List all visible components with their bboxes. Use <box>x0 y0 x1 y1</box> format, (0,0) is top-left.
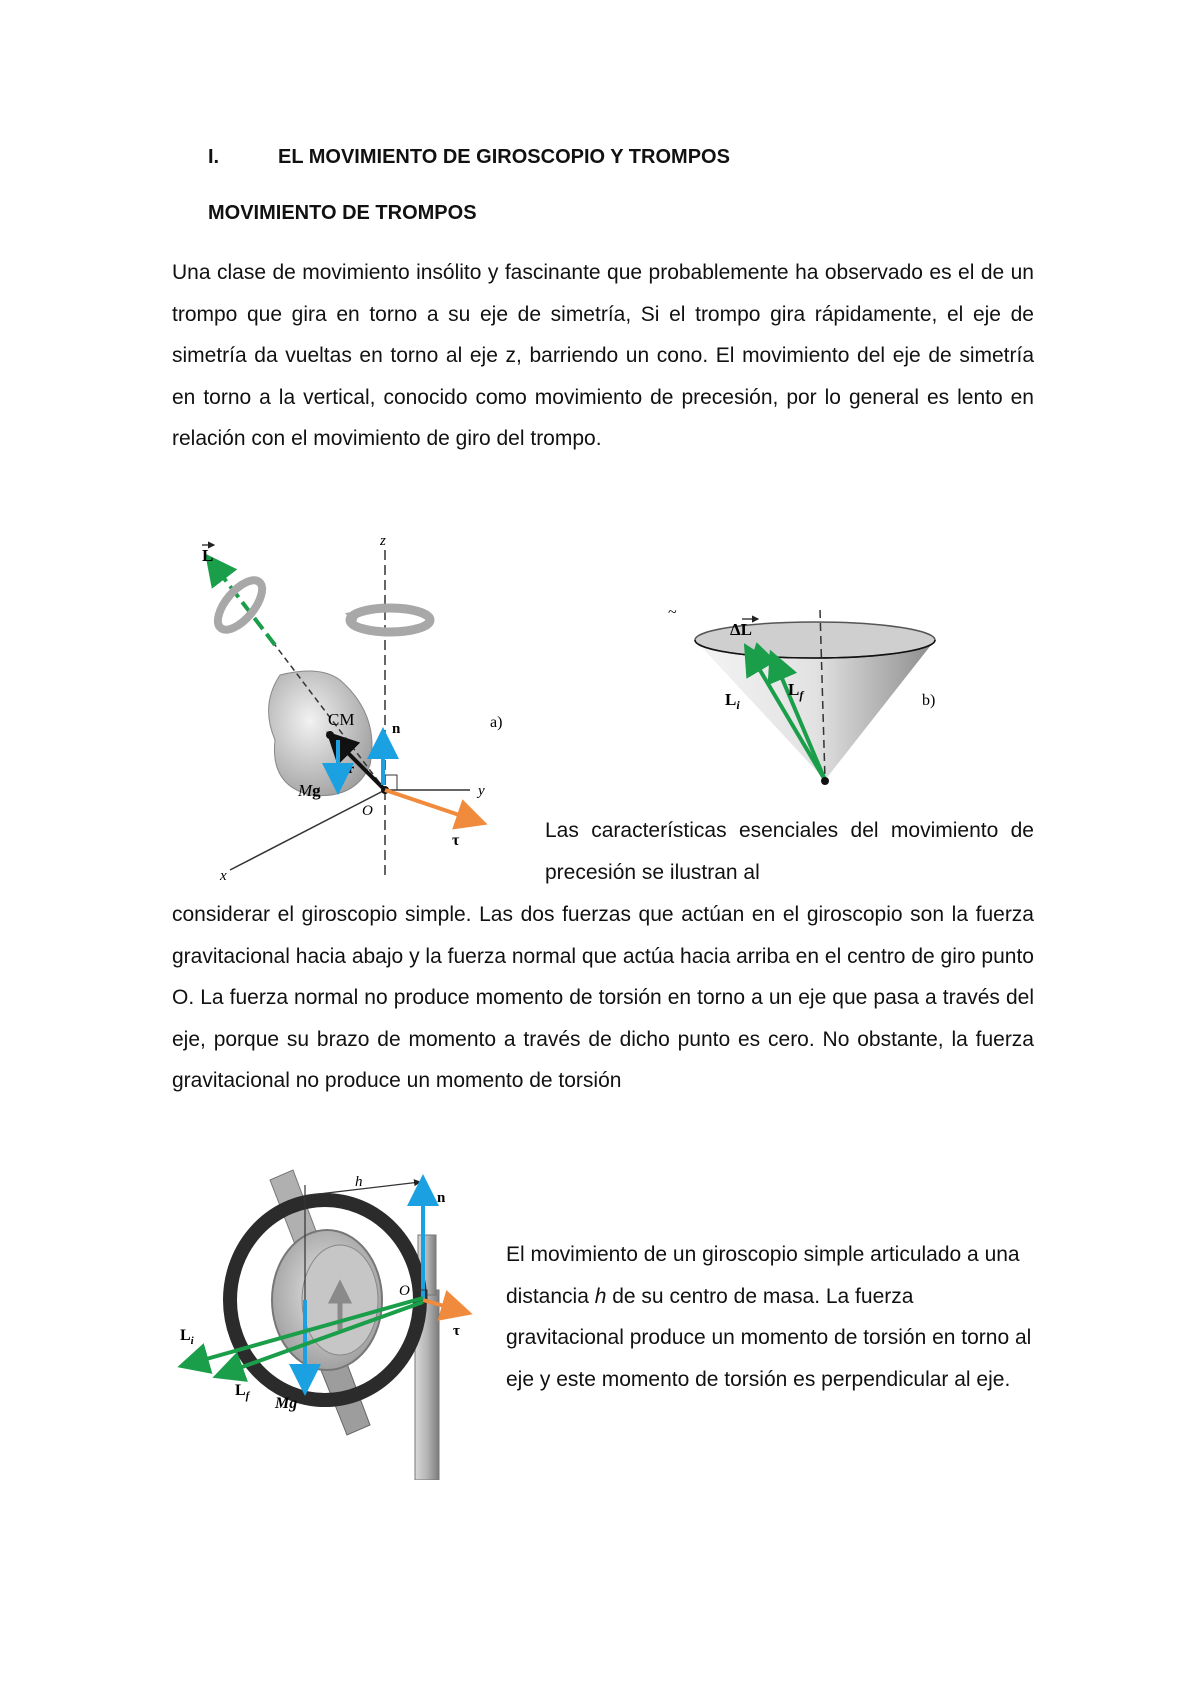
paragraph-3: El movimiento de un giroscopio simple articulado a una distancia h de su centro de masa. La fuerza gravitacional produce un momento de torsión en torno al eje y este momento de torsión es perpendicular al eje. <box>506 1243 1032 1391</box>
label-Mg: Mg <box>298 781 321 800</box>
label-tau: τ <box>452 832 460 849</box>
axis-y-label: y <box>478 783 485 799</box>
axis-x-label: x <box>220 868 227 880</box>
figure-a-spinning-top <box>180 525 530 880</box>
label-n: n <box>437 1190 446 1206</box>
section-heading <box>208 146 730 169</box>
label-CM: CM <box>328 710 355 729</box>
label-L: L <box>202 546 214 565</box>
label-Li: $L_i$ <box>725 690 740 712</box>
section-title: EL MOVIMIENTO DE GIROSCOPIO Y TROMPOS <box>278 146 730 168</box>
figure-a-label: a) <box>490 714 503 731</box>
label-O: O <box>362 803 373 819</box>
paragraph-2-start: Las características esenciales del movimiento de precesión se ilustran al <box>545 819 1034 884</box>
x-axis <box>230 790 385 870</box>
label-Li: $L_i$ <box>180 1327 194 1347</box>
section-number: I. <box>208 146 220 168</box>
figure-b-precession-cone <box>660 595 960 795</box>
axis-z-label: z <box>380 533 386 549</box>
label-Lf: $L_f$ <box>235 1382 250 1402</box>
center-of-mass-point <box>326 731 334 739</box>
label-tau: τ <box>453 1323 460 1339</box>
spinning-top-body <box>269 671 372 796</box>
torque-vector <box>385 790 480 822</box>
figure-b-mark: ~ <box>668 604 677 621</box>
label-Mg: Mg <box>275 1395 298 1412</box>
variable-h: h <box>594 1284 607 1308</box>
precession-rotation-arrow <box>350 608 430 632</box>
label-h: h <box>355 1174 363 1190</box>
subsection-heading: MOVIMIENTO DE TROMPOS <box>208 202 477 224</box>
paragraph-2-rest: considerar el giroscopio simple. Las dos fuerzas que actúan en el giroscopio son la fuerza gravitacional hacia abajo y la fuerza normal que actúa hacia arriba en el centro de giro punto O. La fuerza normal no produce momento de torsión en torno a un eje que pasa a través del eje, porque su brazo de momento a través de dicho punto es cero. No obstante, la fuerza gravitacional no produce un momento de torsión <box>172 903 1034 1092</box>
label-delta-L: ΔL <box>730 620 752 639</box>
label-n: n <box>392 721 401 737</box>
label-r: r <box>348 762 355 777</box>
label-O: O <box>399 1283 410 1299</box>
intro-paragraph: Una clase de movimiento insólito y fascinante que probablemente ha observado es el de un trompo que gira en torno a su eje de simetría, Si el trompo gira rápidamente, el eje de simetría da vueltas en torno al eje z, barriendo un cono. El movimiento del eje de simetría en torno a la vertical, conocido como movimiento de precesión, por lo general es lento en relación con el movimiento de giro del trompo. <box>172 261 1034 450</box>
figure-c-gyroscope <box>175 1160 495 1480</box>
label-Lf: $L_f$ <box>788 680 804 702</box>
figure-b-label: b) <box>922 692 936 709</box>
angular-momentum-vector <box>210 560 275 645</box>
